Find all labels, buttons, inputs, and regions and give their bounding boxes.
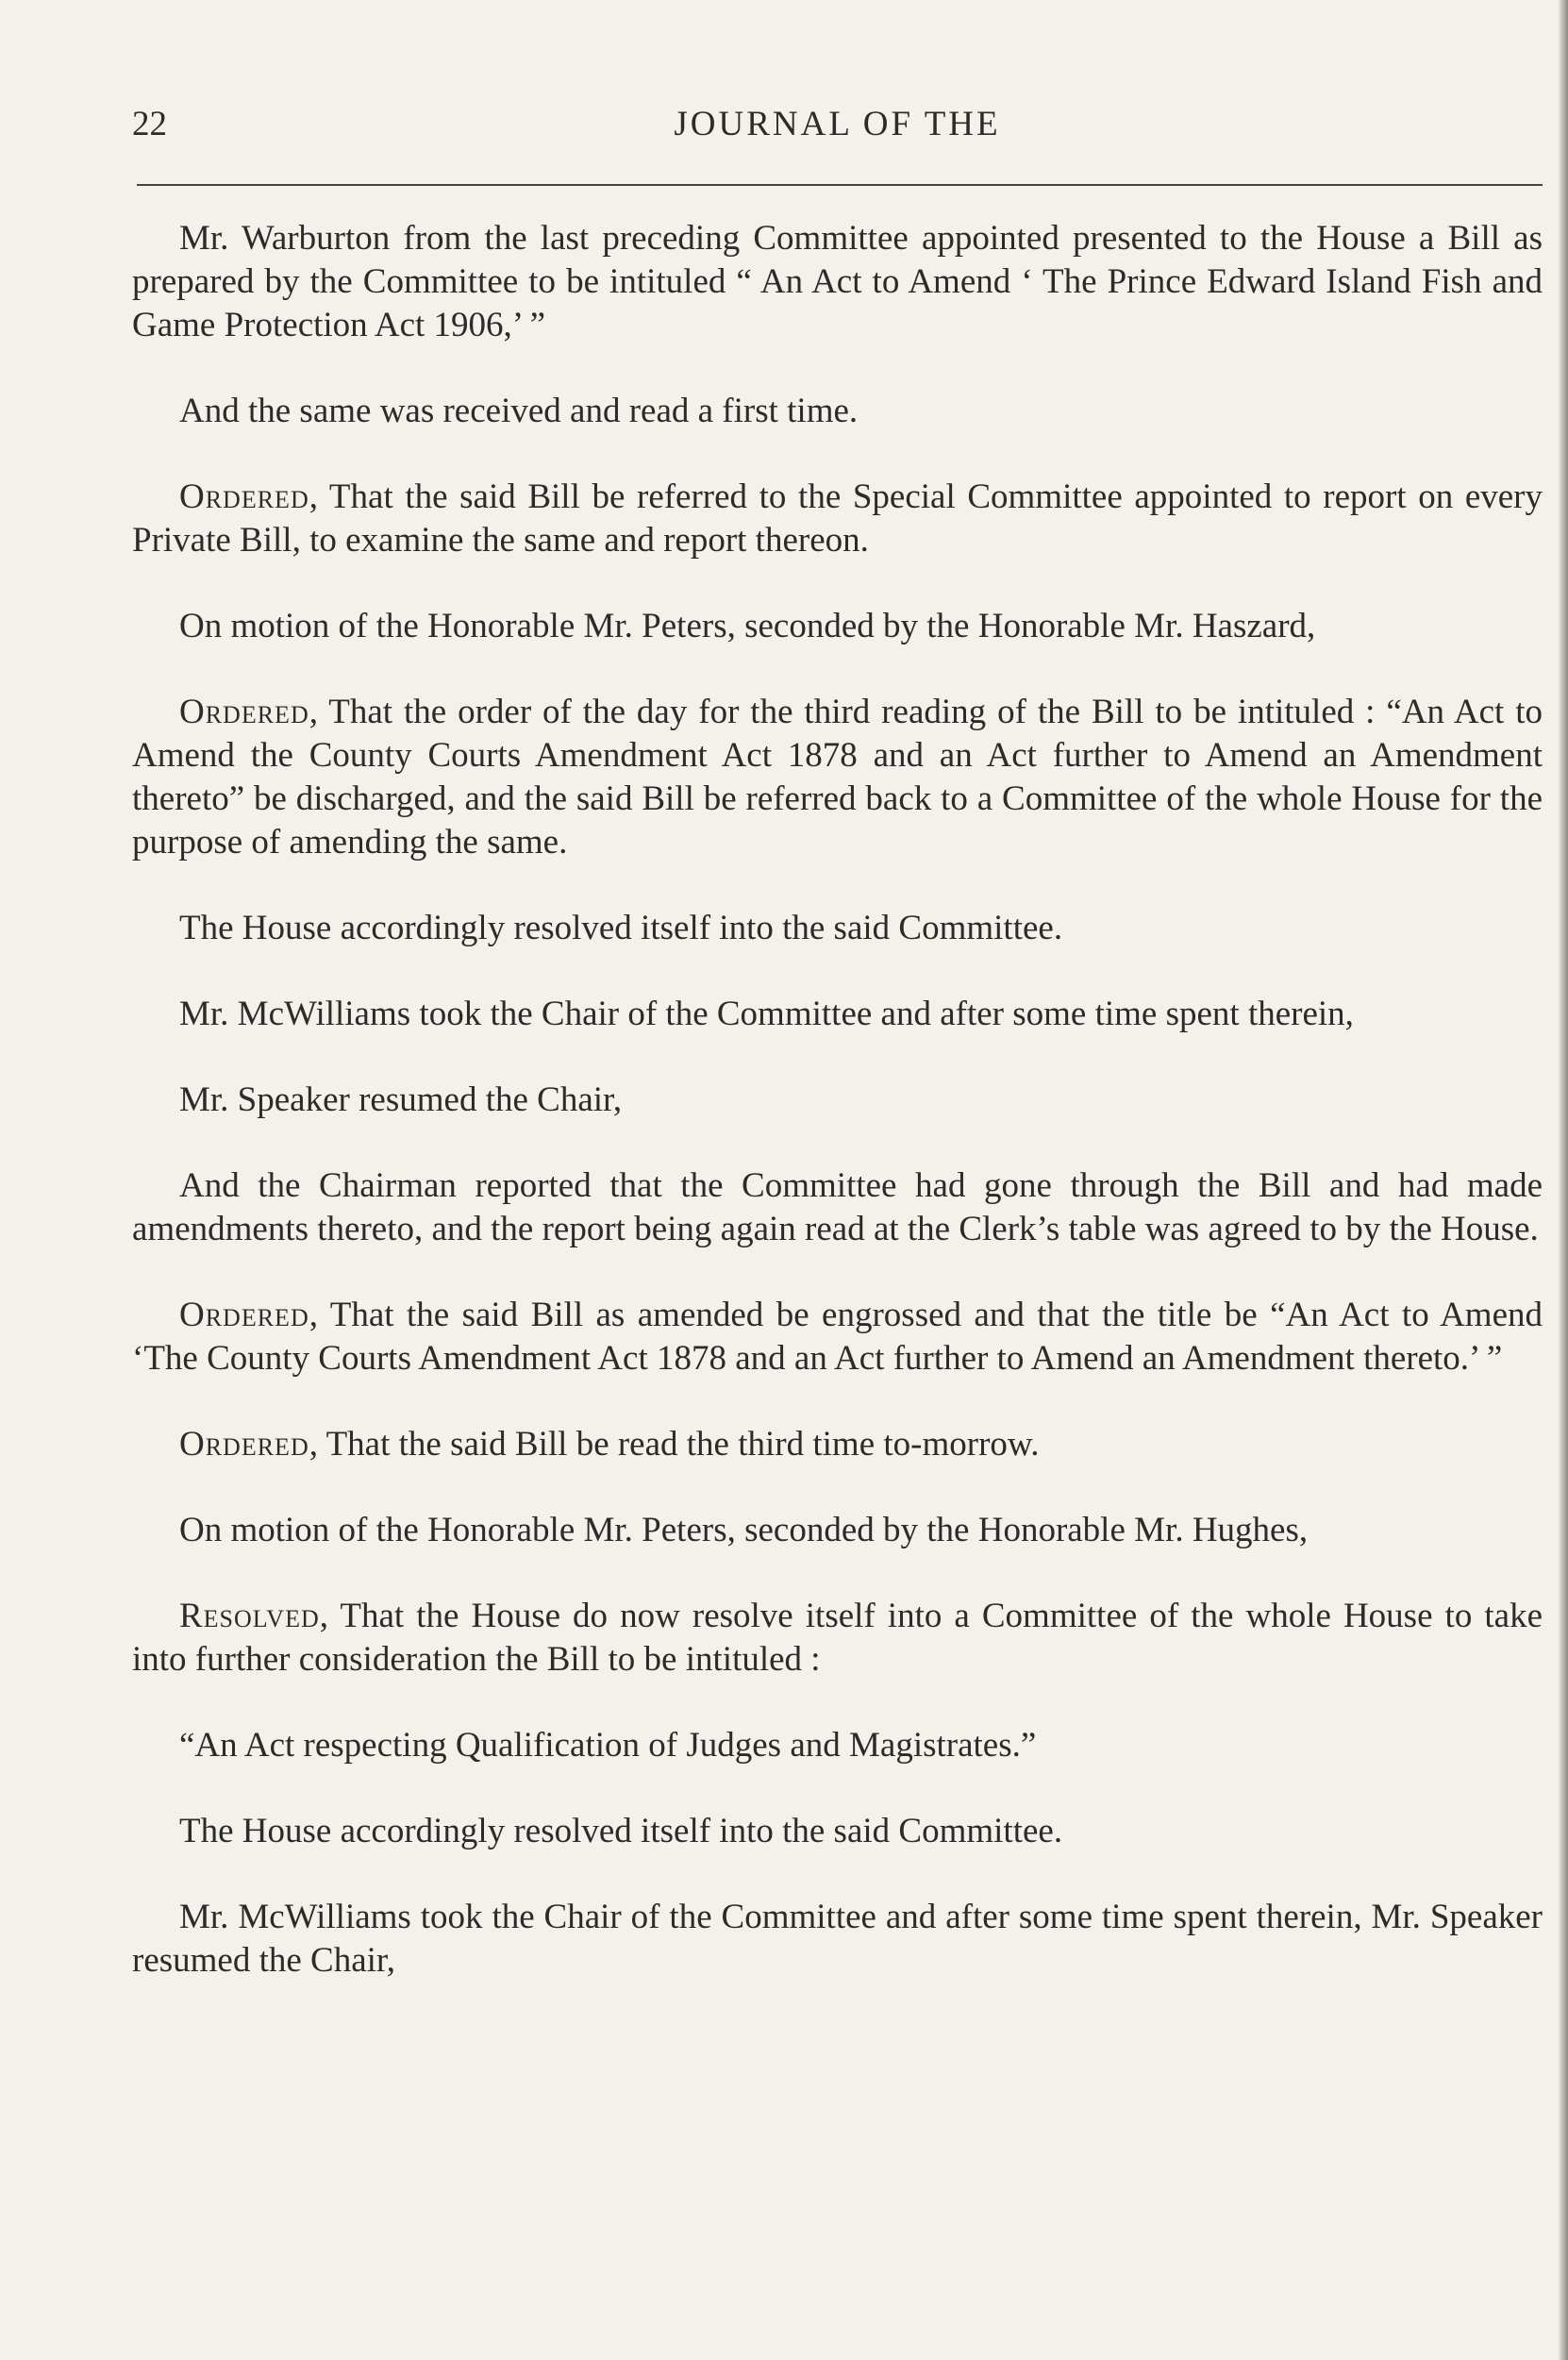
paragraph [132,1164,1543,1251]
paragraph-lead: Ordered [179,693,309,731]
page-header [132,104,1543,151]
paragraph-text: , That the House do now resolve itself into a Committee of the whole House to take into further consideration the Bill to be intituled : [132,1597,1543,1679]
paragraph [132,476,1543,562]
paragraph [132,217,1543,347]
page-edge-shadow [1559,0,1568,2360]
paragraph-text: On motion of the Honorable Mr. Peters, seconded by the Honorable Mr. Hughes, [179,1511,1309,1549]
page-number: 22 [132,105,167,143]
paragraph [132,1595,1543,1682]
paragraph-text: On motion of the Honorable Mr. Peters, seconded by the Honorable Mr. Haszard, [179,607,1316,645]
paragraph [132,1294,1543,1381]
paragraph-text: Mr. McWilliams took the Chair of the Committee and after some time spent therein, Mr. Speaker resumed the Chair, [132,1898,1543,1980]
paragraph-text: And the same was received and read a first time. [179,392,859,430]
paragraph-text: Mr. Speaker resumed the Chair, [179,1080,623,1119]
paragraph-lead: Ordered [179,477,309,516]
paragraph [132,1509,1543,1552]
paragraph [132,1810,1543,1853]
paragraph [132,993,1543,1036]
paragraph [132,1079,1543,1122]
paragraph [132,1724,1543,1767]
running-title: JOURNAL OF THE [674,105,1001,143]
paragraph [132,390,1543,433]
paragraph [132,605,1543,648]
paragraph-text: Mr. McWilliams took the Chair of the Committee and after some time spent therein, [179,995,1354,1033]
paragraph [132,691,1543,864]
paragraph-text: , That the said Bill be referred to the Special Committee appointed to report on every Private Bill, to examine the same and report thereon. [132,477,1543,560]
paragraph-text: , That the said Bill be read the third time to-morrow. [309,1425,1040,1464]
paragraph [132,1896,1543,1983]
paragraph-text: The House accordingly resolved itself into the said Committee. [179,1812,1063,1850]
paragraph-lead: Ordered [179,1425,309,1464]
paragraph-text: The House accordingly resolved itself into the said Committee. [179,909,1063,947]
paragraph [132,907,1543,950]
paragraph-text: And the Chairman reported that the Committee had gone through the Bill and had made amendments thereto, and the report being again read at the Clerk’s table was agreed to by the House. [132,1166,1543,1248]
paragraph-text: , That the said Bill as amended be engrossed and that the title be “An Act to Amend ‘The County Courts Amendment Act 1878 and an Act further to Amend an Amendment thereto.’ ” [132,1296,1543,1378]
journal-body [132,217,1543,2025]
paragraph-lead: Resolved [179,1597,320,1635]
paragraph [132,1423,1543,1466]
header-rule [137,184,1543,186]
paragraph-lead: Ordered [179,1296,309,1334]
paragraph-text: , That the order of the day for the third reading of the Bill to be intituled : “An Act to Amend the County Courts Amendment Act 1878 and an Act further to Amend an Amendment thereto” be discharged, and the said Bill be referred back to a Committee of the whole House for the purpose of amending the same. [132,693,1543,862]
paragraph-text: Mr. Warburton from the last preceding Committee appointed presented to the House a Bill as prepared by the Committee to be intituled “ An Act to Amend ‘ The Prince Edward Island Fish and Game Protection Act 1906,’ ” [132,219,1543,344]
paragraph-text: “An Act respecting Qualification of Judges and Magistrates.” [179,1726,1037,1765]
